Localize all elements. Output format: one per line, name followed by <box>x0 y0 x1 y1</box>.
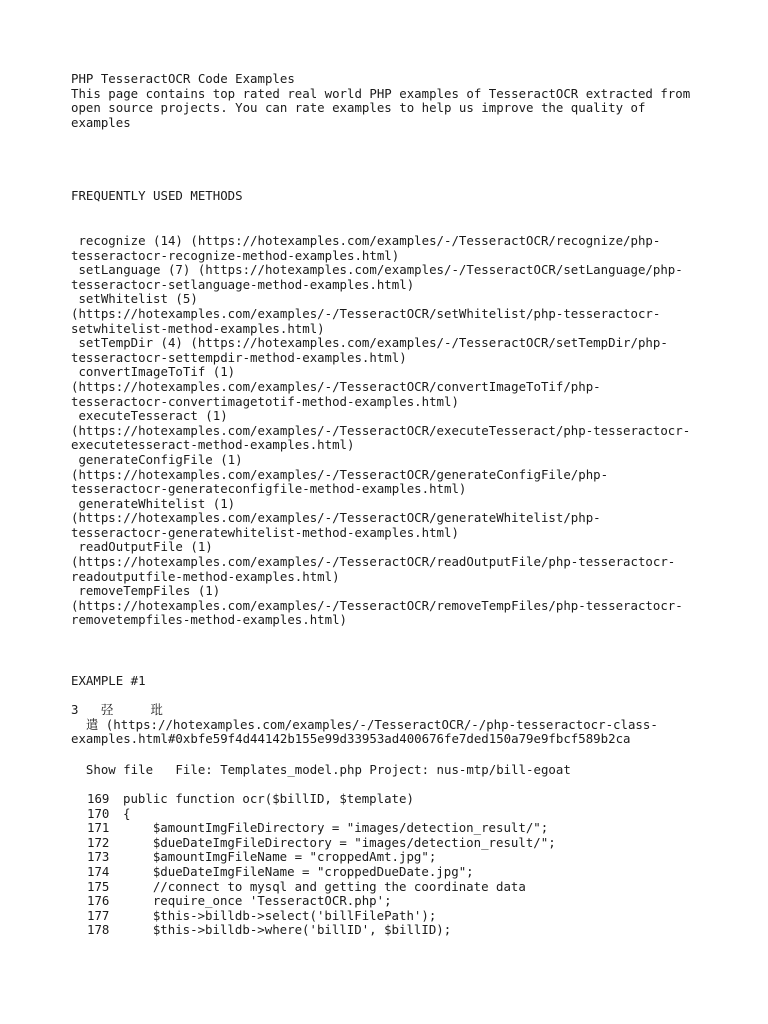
example-rating: 3 弪 玭 <box>71 702 163 717</box>
code-line <box>71 865 761 880</box>
example-meta <box>71 703 761 747</box>
method-link-line[interactable]: convertImageToTif (1) <box>71 364 236 380</box>
method-link-line[interactable]: setTempDir (4) (https://hotexamples.com/examples/-/TesseractOCR/setTempDir/php- <box>71 335 668 351</box>
example-file-info <box>71 763 761 778</box>
description-line: open source projects. You can rate examples to help us improve the quality of <box>71 100 646 116</box>
method-link-line[interactable]: tesseractocr-convertimagetotif-method-examples.html) <box>71 393 459 409</box>
method-link-line[interactable]: setWhitelist (5) <box>71 291 198 307</box>
line-number: 177 <box>87 907 110 923</box>
code-text: public function ocr($billID, $template) <box>123 791 414 806</box>
code-text: $amountImgFileName = "croppedAmt.jpg"; <box>123 849 437 865</box>
method-link-line[interactable]: generateWhitelist (1) <box>71 495 236 511</box>
code-line <box>71 821 761 836</box>
method-link-line[interactable]: tesseractocr-generatewhitelist-method-examples.html) <box>71 524 459 540</box>
code-text: $amountImgFileDirectory = "images/detection_result/"; <box>123 820 549 836</box>
method-link-line[interactable]: generateConfigFile (1) <box>71 451 243 467</box>
line-number: 175 <box>87 878 110 894</box>
method-link-line[interactable]: readOutputFile (1) <box>71 539 213 555</box>
line-number: 174 <box>87 863 110 879</box>
line-number: 176 <box>87 893 110 909</box>
code-text: { <box>123 805 131 821</box>
description-line: This page contains top rated real world PHP examples of TesseractOCR extracted from <box>71 85 691 101</box>
method-link-line[interactable]: (https://hotexamples.com/examples/-/TesseractOCR/setWhitelist/php-tesseractocr- <box>71 305 661 321</box>
page-header <box>71 72 761 130</box>
example-class-link[interactable]: 遣 (https://hotexamples.com/examples/-/TesseractOCR/-/php-tesseractocr-class- <box>71 716 658 732</box>
description-line: examples <box>71 114 131 130</box>
code-line <box>71 792 761 807</box>
method-link-line[interactable]: removeTempFiles (1) <box>71 583 221 599</box>
code-text: $dueDateImgFileDirectory = "images/detection_result/"; <box>123 834 556 850</box>
code-listing <box>71 792 761 938</box>
method-link-line[interactable]: setLanguage (7) (https://hotexamples.com/examples/-/TesseractOCR/setLanguage/php- <box>71 262 683 278</box>
line-number: 171 <box>87 820 110 836</box>
method-link-line[interactable]: (https://hotexamples.com/examples/-/TesseractOCR/readOutputFile/php-tesseractocr- <box>71 554 676 570</box>
line-number: 169 <box>87 791 110 806</box>
code-line <box>71 923 761 938</box>
code-line <box>71 807 761 822</box>
code-line <box>71 836 761 851</box>
methods-list <box>71 234 761 628</box>
code-line <box>71 909 761 924</box>
code-text: require_once 'TesseractOCR.php'; <box>123 893 392 909</box>
method-link-line[interactable]: (https://hotexamples.com/examples/-/TesseractOCR/executeTesseract/php-tesseractocr- <box>71 422 691 438</box>
code-line <box>71 880 761 895</box>
line-number: 173 <box>87 849 110 865</box>
method-link-line[interactable]: (https://hotexamples.com/examples/-/TesseractOCR/generateConfigFile/php- <box>71 466 609 482</box>
code-text: //connect to mysql and getting the coordinate data <box>123 878 526 894</box>
method-link-line[interactable]: tesseractocr-settempdir-method-examples.html) <box>71 349 407 365</box>
method-link-line[interactable]: removetempfiles-method-examples.html) <box>71 612 348 628</box>
line-number: 170 <box>87 805 110 821</box>
line-number: 178 <box>87 922 110 938</box>
method-link-line[interactable]: tesseractocr-generateconfigfile-method-examples.html) <box>71 481 467 497</box>
page-title: PHP TesseractOCR Code Examples <box>71 71 295 86</box>
method-link-line[interactable]: recognize (14) (https://hotexamples.com/examples/-/TesseractOCR/recognize/php- <box>71 233 661 248</box>
code-text: $this->billdb->where('billID', $billID); <box>123 922 452 938</box>
example-heading-block <box>71 674 761 689</box>
method-link-line[interactable]: readoutputfile-method-examples.html) <box>71 568 340 584</box>
example-class-link[interactable]: examples.html#0xbfe59f4d44142b155e99d33953ad400676fe7ded150a79e9fbcf589b2ca <box>71 731 631 747</box>
methods-heading-block <box>71 189 761 204</box>
method-link-line[interactable]: (https://hotexamples.com/examples/-/TesseractOCR/generateWhitelist/php- <box>71 510 601 526</box>
code-line <box>71 850 761 865</box>
method-link-line[interactable]: tesseractocr-recognize-method-examples.html) <box>71 247 400 263</box>
method-link-line[interactable]: (https://hotexamples.com/examples/-/TesseractOCR/convertImageToTif/php- <box>71 378 601 394</box>
code-text: $dueDateImgFileName = "croppedDueDate.jpg"; <box>123 863 474 879</box>
code-text: $this->billdb->select('billFilePath'); <box>123 907 437 923</box>
method-link-line[interactable]: (https://hotexamples.com/examples/-/TesseractOCR/removeTempFiles/php-tesseractocr- <box>71 597 683 613</box>
method-link-line[interactable]: setwhitelist-method-examples.html) <box>71 320 325 336</box>
methods-heading: FREQUENTLY USED METHODS <box>71 188 243 203</box>
method-link-line[interactable]: executeTesseract (1) <box>71 408 228 424</box>
example-heading: EXAMPLE #1 <box>71 673 146 688</box>
method-link-line[interactable]: executetesseract-method-examples.html) <box>71 437 355 453</box>
method-link-line[interactable]: tesseractocr-setlanguage-method-examples.html) <box>71 276 415 292</box>
line-number: 172 <box>87 834 110 850</box>
show-file-line[interactable]: Show file File: Templates_model.php Project: nus-mtp/bill-egoat <box>71 762 571 777</box>
code-line <box>71 894 761 909</box>
